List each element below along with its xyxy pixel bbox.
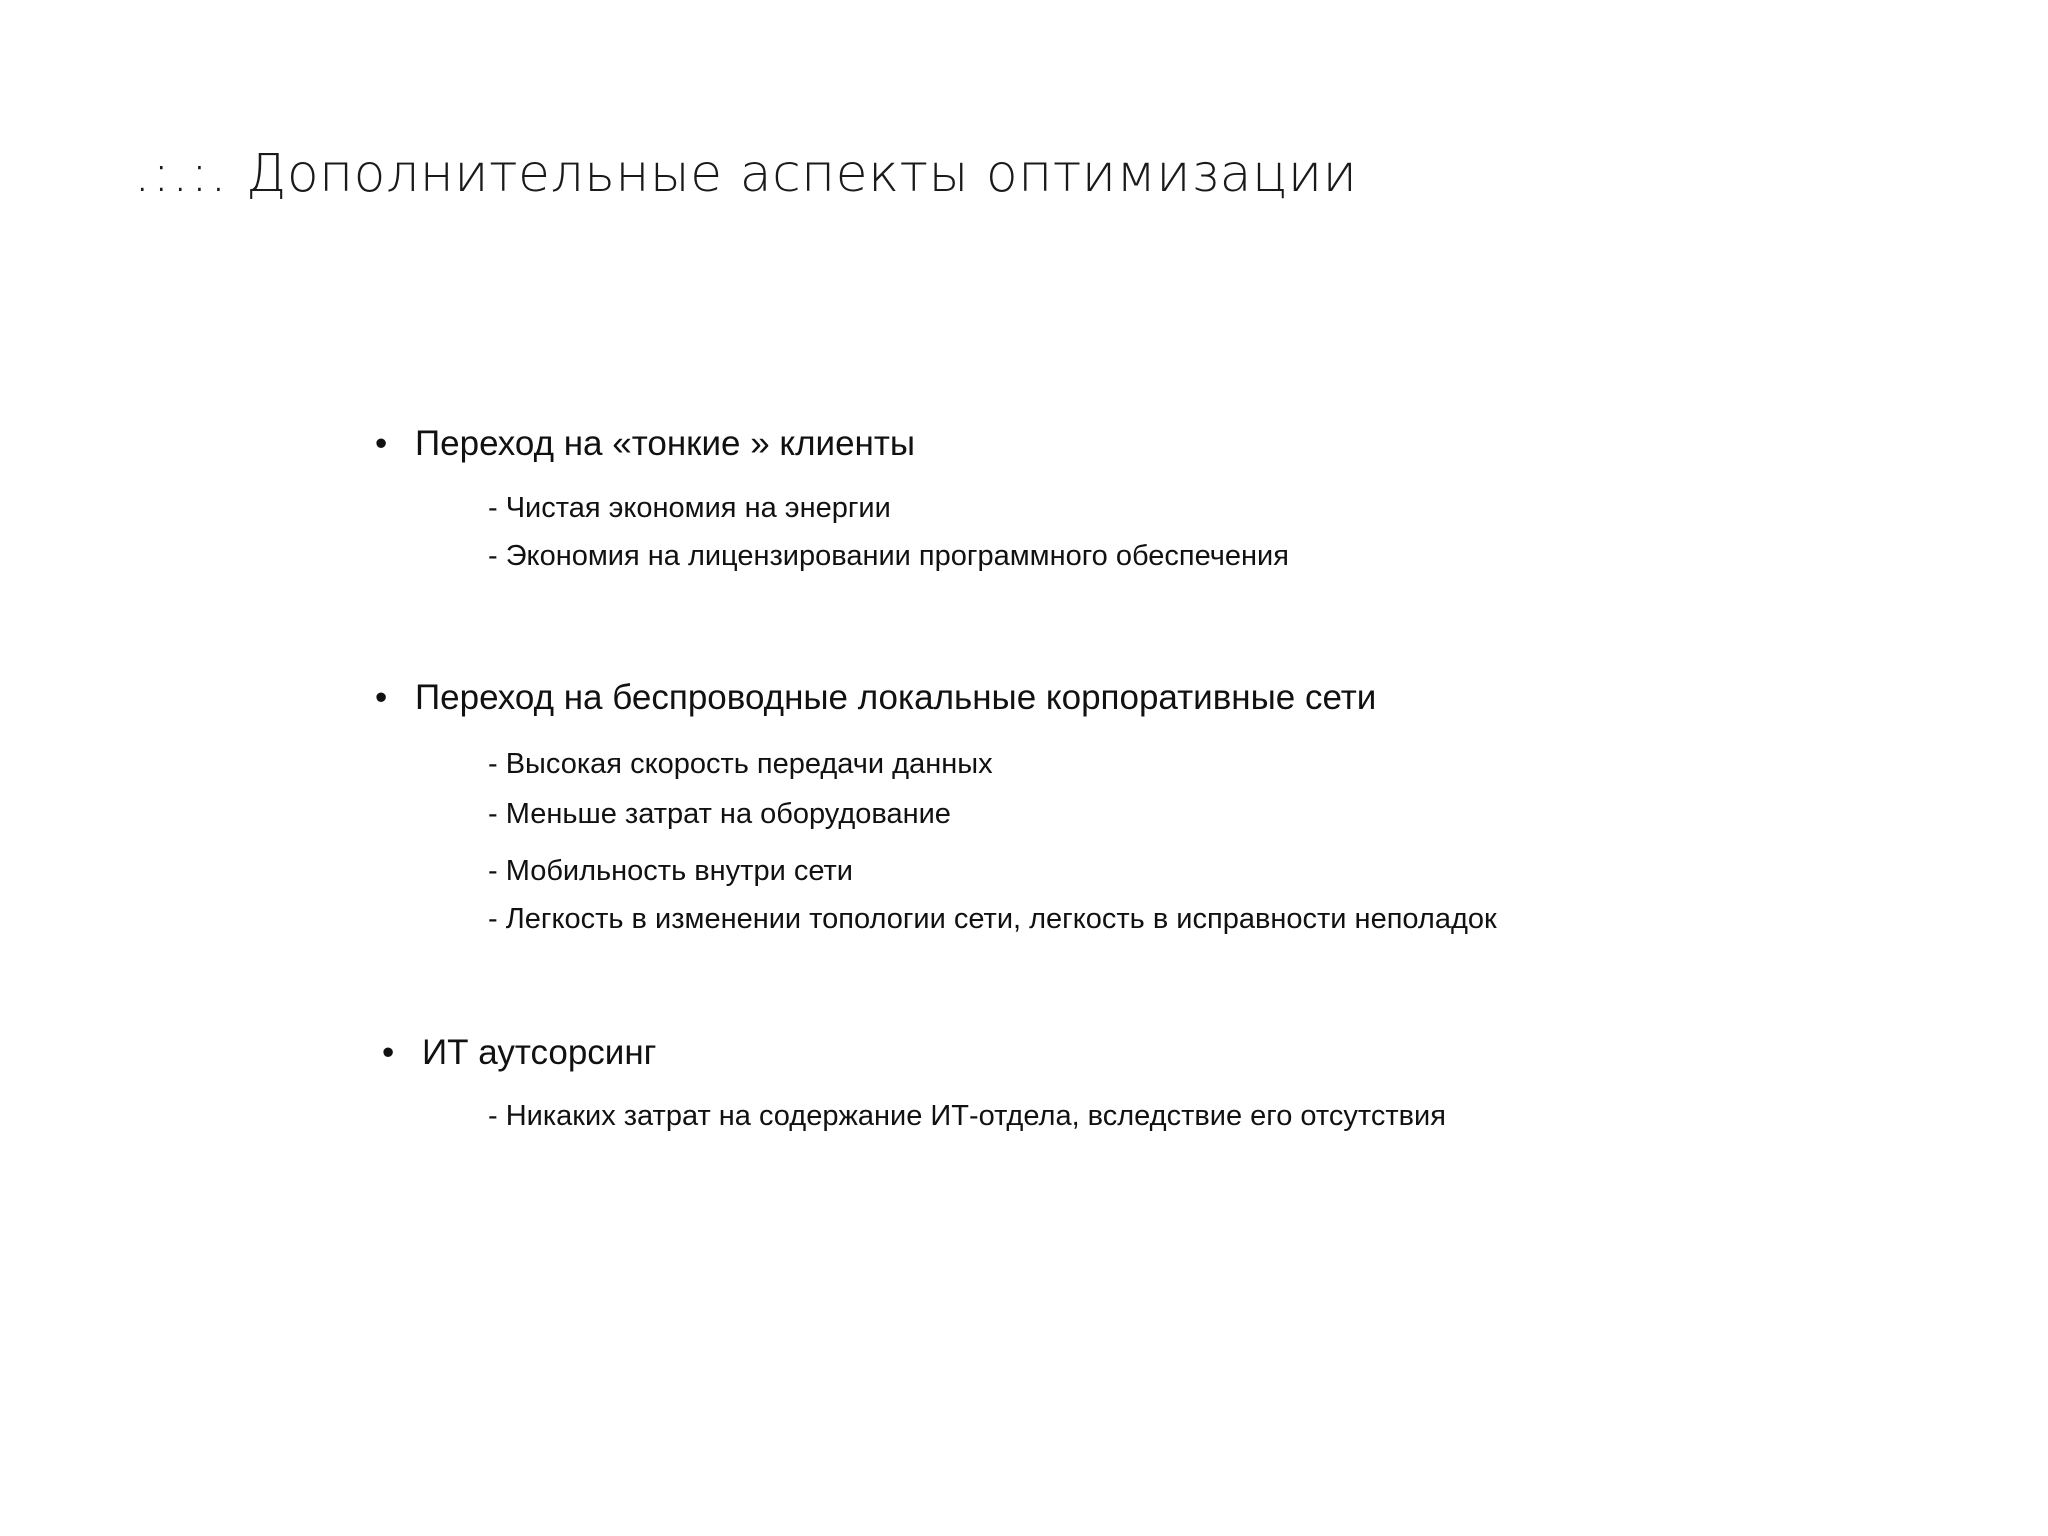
slide-title: Дополнительные аспекты оптимизации [246,144,1358,204]
sub-item: - Легкость в изменении топологии сети, легкость в исправности неполадок [488,903,1497,935]
sub-item: - Чистая экономия на энергии [488,492,891,524]
section-heading: Переход на беспроводные локальные корпоративные сети [415,678,1377,717]
list-item [375,676,1675,720]
sub-item: - Экономия на лицензировании программного обеспечения [488,540,1289,572]
bullet-icon: • [375,678,388,717]
title-decoration: .:.:. [134,144,229,204]
sub-item: - Мобильность внутри сети [488,855,853,887]
sub-item: - Никаких затрат на содержание ИТ-отдела, вследствие его отсутствия [488,1100,1446,1132]
sub-item: - Меньше затрат на оборудование [488,798,951,830]
list-item [382,1031,1182,1075]
section-heading: ИТ аутсорсинг [422,1033,657,1072]
sub-item: - Высокая скорость передачи данных [488,748,993,780]
bullet-icon: • [382,1033,395,1072]
list-item [375,422,1575,466]
section-heading: Переход на «тонкие » клиенты [415,424,916,463]
bullet-icon: • [375,424,388,463]
